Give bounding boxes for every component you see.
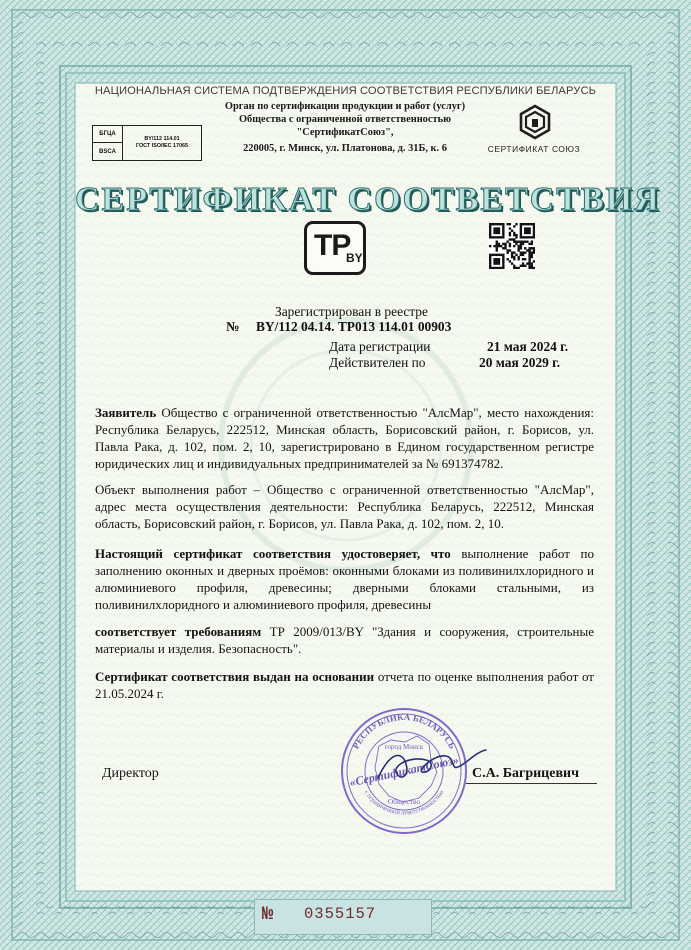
- certifies-paragraph: [95, 545, 594, 613]
- tr-mark-letters: TP: [314, 229, 351, 262]
- certification-body-line: Орган по сертификации продукции и работ (услуг): [224, 101, 466, 112]
- registry-number: BY/112 04.14. ТР013 114.01 00903: [256, 319, 452, 334]
- director-name: С.А. Багрицевич: [472, 766, 579, 781]
- certifies-text: выполнение работ по заполнению оконных и дверных проёмов: оконными блоками из поливинилхлоридного и алюминиевого профиля, древесины; дверными блоками стальными, из поливинилхлоридного и алюминиевого профиля, древесины: [95, 546, 594, 612]
- basis-text: отчета по оценке выполнения работ от 21.05.2024 г.: [95, 669, 594, 701]
- tr-mark-country: BY: [346, 251, 363, 265]
- accreditation-cell-bsca: BSCA: [93, 143, 123, 160]
- registry-number-prefix: №: [226, 319, 240, 334]
- organization-name-line: "СертификатСоюз",: [296, 127, 394, 138]
- compliance-paragraph: [95, 623, 594, 657]
- registration-date: 21 мая 2024 г.: [487, 339, 569, 354]
- stamp-center-name: «СертификатСоюз»: [348, 752, 460, 790]
- registration-date-label: Дата регистрации: [329, 339, 431, 354]
- blank-number-value: 0355157: [304, 905, 377, 923]
- basis-label: Сертификат соответствия выдан на основании: [95, 669, 375, 684]
- accreditation-mark: [92, 125, 202, 161]
- stamp-bottom-line1: Общество: [387, 797, 421, 806]
- compliance-label: соответствует требованиям: [95, 624, 262, 639]
- stamp-city: город Минск: [384, 743, 424, 751]
- valid-until-date: 20 мая 2029 г.: [479, 355, 561, 370]
- valid-until-label: Действителен по: [329, 355, 426, 370]
- registry-label: Зарегистрирован в реестре: [275, 304, 428, 319]
- certifies-label: Настоящий сертификат соответствия удостоверяет, что: [95, 546, 451, 561]
- stamp-bottom-ring: с ограниченной ответственностью: [362, 789, 446, 817]
- accreditation-standard: ГОСТ ISO/IEC 17065: [136, 143, 188, 149]
- organization-address-line: 220005, г. Минск, ул. Платонова, д. 31Б, к. 6: [243, 143, 447, 154]
- tr-by-mark: [304, 221, 366, 275]
- applicant-label: Заявитель: [95, 405, 157, 420]
- stamp-ring-text: РЕСПУБЛИКА БЕЛАРУСЬ: [350, 711, 458, 751]
- applicant-paragraph: [95, 404, 594, 472]
- work-object-paragraph: Объект выполнения работ – Общество с ограниченной ответственностью "АлсМар", адрес места осуществления деятельности: Республика Беларусь, 222512, Минская область, Борисовский район, г. Борисов, ул. Павла Рака, д. 102, пом. 2, 10.: [95, 482, 594, 531]
- director-title: Директор: [102, 766, 159, 781]
- national-system-title: НАЦИОНАЛЬНАЯ СИСТЕМА ПОДТВЕРЖДЕНИЯ СООТВЕТСТВИЯ РЕСПУБЛИКИ БЕЛАРУСЬ: [94, 85, 597, 97]
- certificate-title: СЕРТИФИКАТ СООТВЕТСТВИЯ: [75, 181, 661, 218]
- accreditation-details: [123, 126, 201, 160]
- signature-underline: [466, 783, 597, 784]
- organization-type-line: Общества с ограниченной ответственностью: [238, 114, 452, 125]
- qr-code: [489, 223, 535, 269]
- blank-number-label: №: [262, 903, 274, 925]
- accreditation-code: BY/112 114.01: [144, 136, 180, 142]
- logo-caption: СЕРТИФИКАТ СОЮЗ: [487, 144, 581, 154]
- accreditation-cell-bgca: БГЦА: [93, 126, 123, 143]
- basis-paragraph: [95, 668, 594, 702]
- applicant-text: Общество с ограниченной ответственностью "АлсМар", место нахождения: Республика Беларусь, 222512, Минская область, Борисовский район, г. Борисов, ул. Павла Рака, д. 102, пом. 2, 10, зарегистрировано в Едином государственном регистре юридических лиц и индивидуальных предпринимателей за № 691374782.: [95, 405, 594, 471]
- certificate-union-logo-icon: [518, 104, 552, 140]
- compliance-text: ТР 2009/013/BY "Здания и сооружения, строительные материалы и изделия. Безопасность".: [95, 624, 595, 656]
